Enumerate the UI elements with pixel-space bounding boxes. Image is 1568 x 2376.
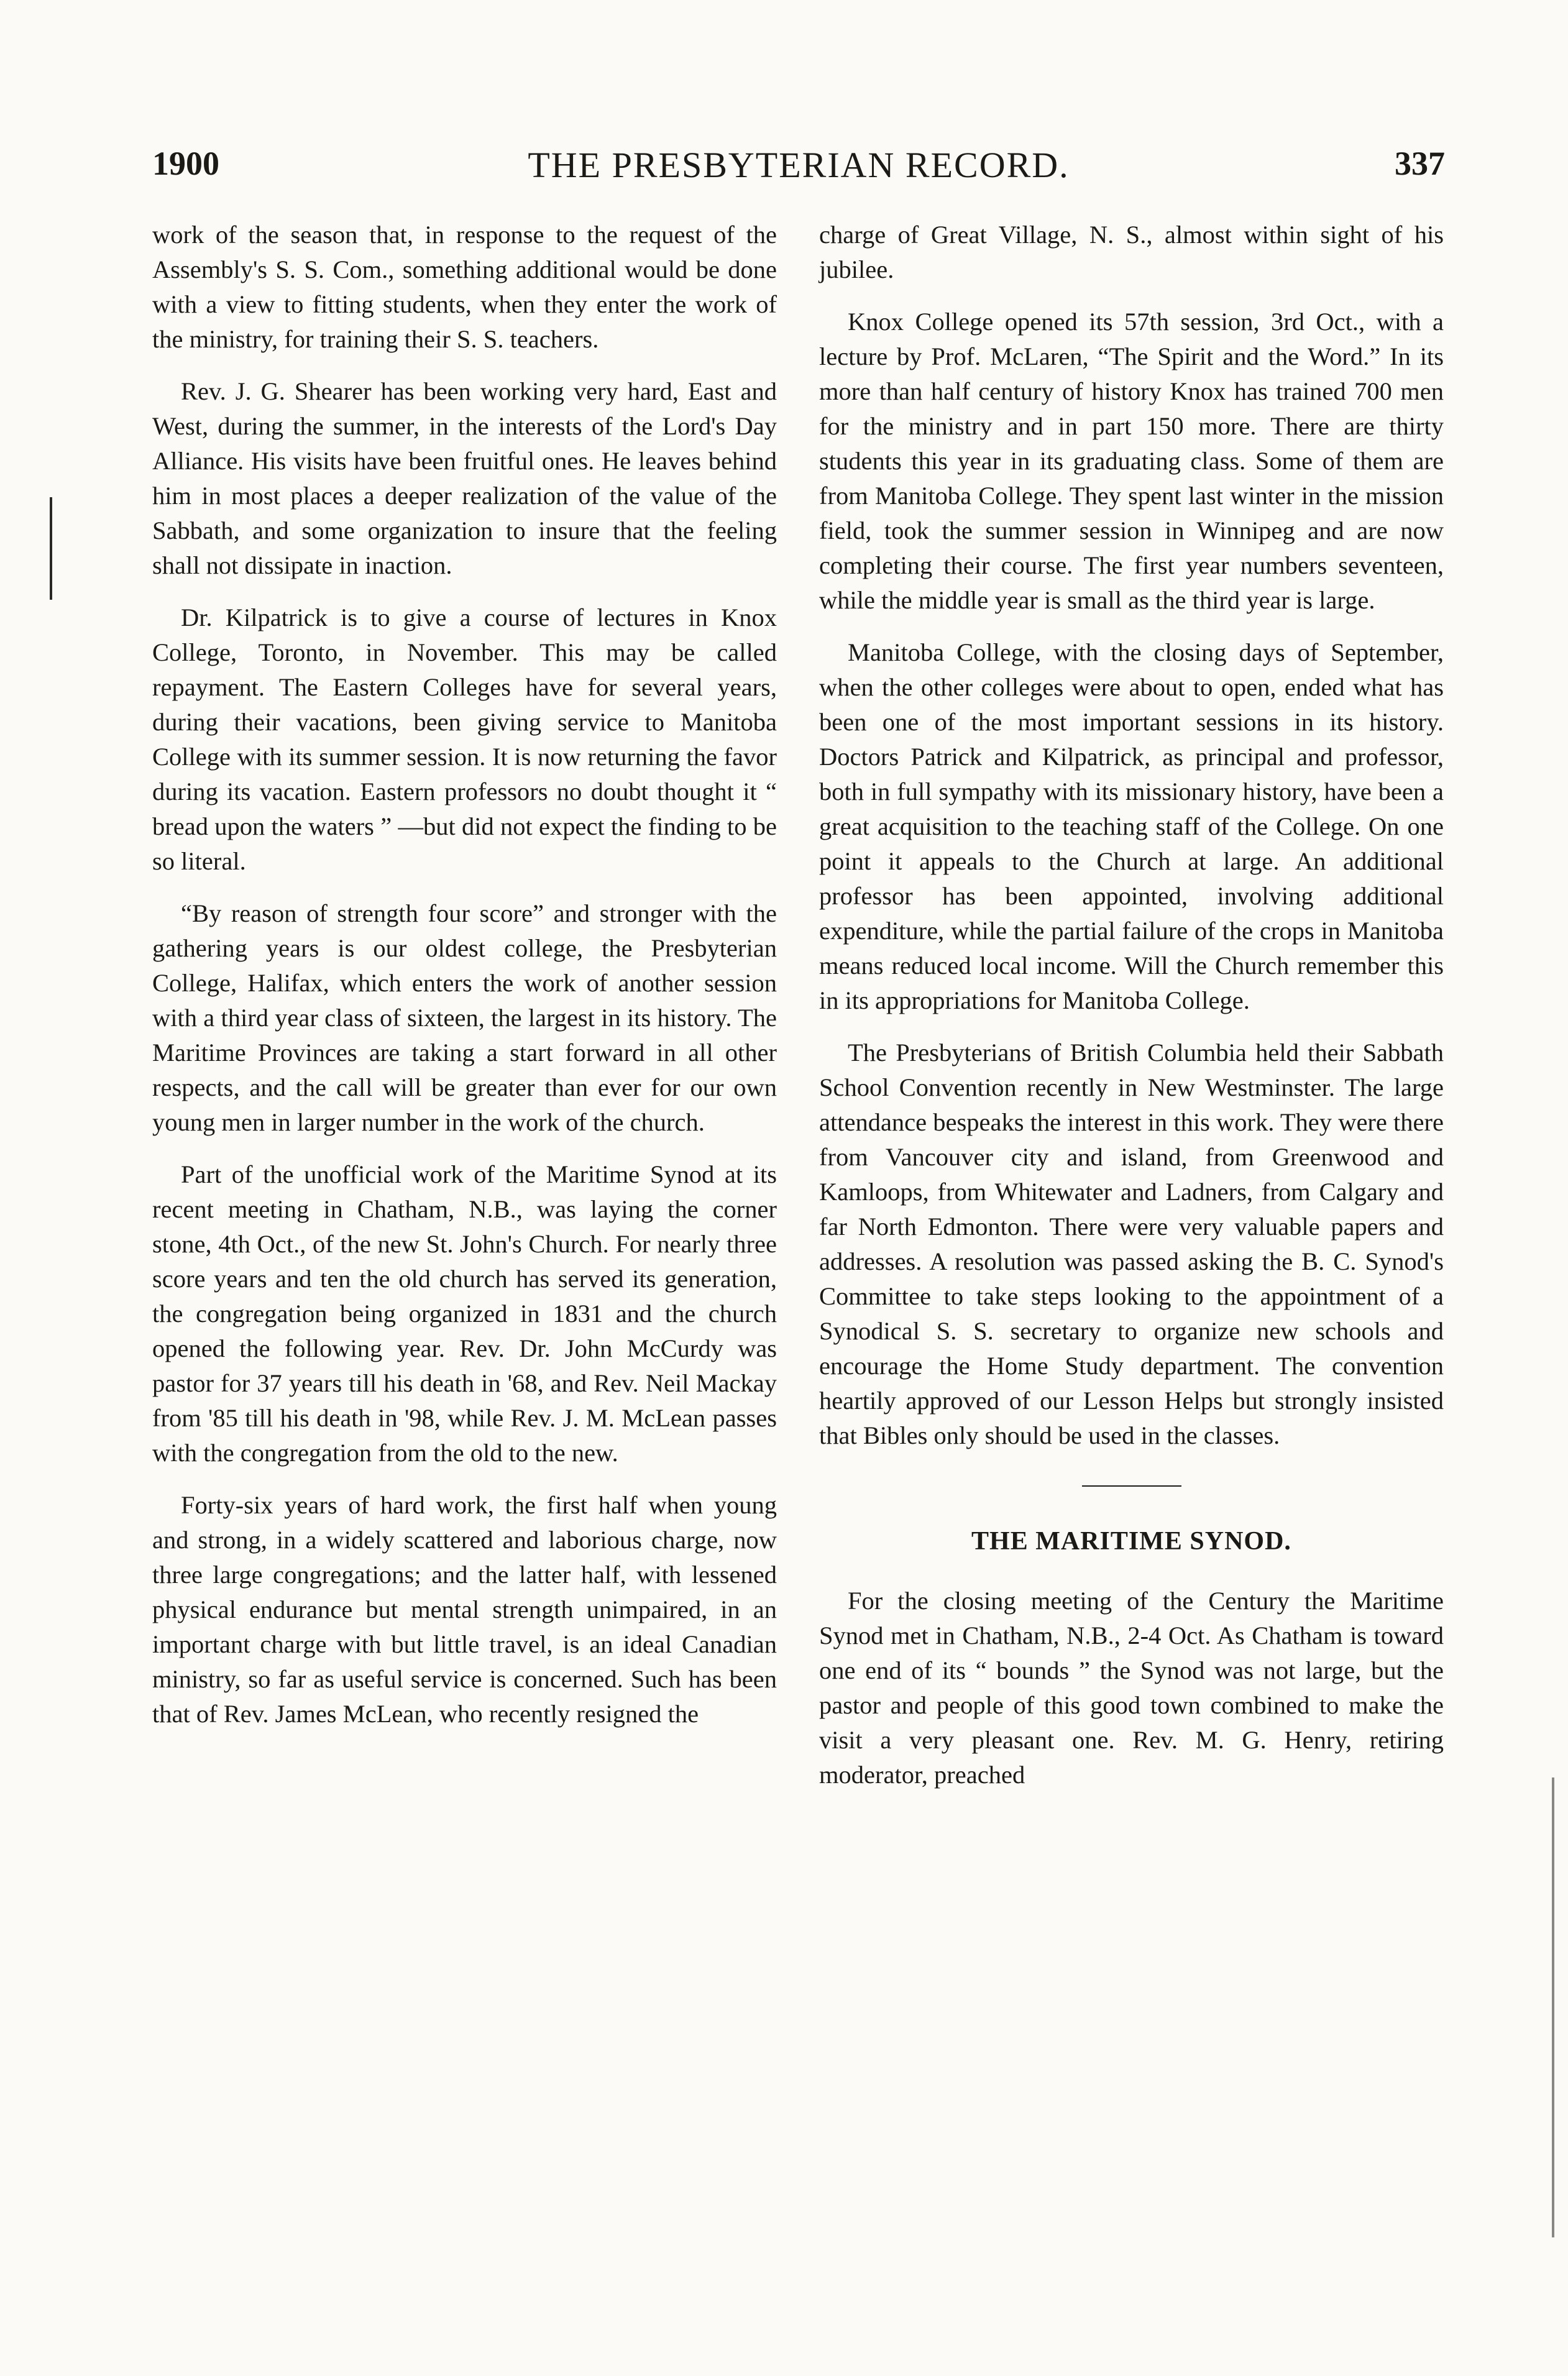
running-header	[152, 144, 1445, 200]
header-title: THE PRESBYTERIAN RECORD.	[528, 145, 1070, 185]
paragraph: charge of Great Village, N. S., almost within sight of his jubilee.	[819, 221, 1444, 283]
paragraph: Manitoba College, with the closing days of September, when the other colleges were about to open, ended what has been one of the most important sessions in its history. Doctors Patrick and Kilpatrick, as principal and professor, both in full sympathy with its missionary history, have been a great acquisition to the teaching staff of the College. On one point it appeals to the Church at large. An additional professor has been appointed, involving additional expenditure, while the partial failure of the crops in Manitoba means reduced local income. Will the Church remember this in its appropriations for Manitoba College.	[819, 638, 1444, 1014]
header-year: 1900	[152, 145, 219, 182]
paragraph: Dr. Kilpatrick is to give a course of lectures in Knox College, Toronto, in November. This may be called repayment. The Eastern Colleges have for several years, during their vacations, been giving service to Manitoba College with its summer session. It is now returning the favor during its vacation. Eastern professors no doubt thought it “ bread upon the waters ” —but did not expect the finding to be so literal.	[152, 603, 777, 875]
paragraph: Part of the unofficial work of the Maritime Synod at its recent meeting in Chatham, N.B., was laying the corner stone, 4th Oct., of the new St. John's Church. For nearly three score years and ten the old church has served its generation, the congregation being organized in 1831 and the church opened the following year. Rev. Dr. John McCurdy was pastor for 37 years till his death in '68, and Rev. Neil Mackay from '85 till his death in '98, while Rev. J. M. McLean passes with the congregation from the old to the new.	[152, 1160, 777, 1467]
left-column	[152, 218, 777, 1749]
paragraph: For the closing meeting of the Century the Maritime Synod met in Chatham, N.B., 2-4 Oct. As Chatham is toward one end of its “ bounds ” the Synod was not large, but the pastor and people of this good town combined to make the visit a very pleasant one. Rev. M. G. Henry, retiring moderator, preached	[819, 1587, 1444, 1789]
right-column	[819, 218, 1444, 1810]
scan-edge-mark	[1552, 1777, 1554, 2237]
paragraph: The Presbyterians of British Columbia held their Sabbath School Convention recently in New Westminster. The large attendance bespeaks the interest in this work. They were there from Vancouver city and island, from Greenwood and Kamloops, from Whitewater and Ladners, from Calgary and far North Edmonton. There were very valuable papers and addresses. A resolution was passed asking the B. C. Synod's Committee to take steps looking to the appointment of a Synodical S. S. secretary to organize new schools and encourage the Home Study department. The convention heartily approved of our Lesson Helps but strongly insisted that Bibles only should be used in the classes.	[819, 1039, 1444, 1449]
paragraph: Rev. J. G. Shearer has been working very hard, East and West, during the summer, in the interests of the Lord's Day Alliance. His visits have been fruitful ones. He leaves behind him in most places a deeper realization of the value of the Sabbath, and some organization to insure that the feeling shall not dissipate in inaction.	[152, 377, 777, 579]
section-title: THE MARITIME SYNOD.	[971, 1527, 1291, 1556]
paragraph: Knox College opened its 57th session, 3rd Oct., with a lecture by Prof. McLaren, “The Spirit and the Word.” In its more than half century of history Knox has trained 700 men for the ministry and in part 150 more. There are thirty students this year in its graduating class. Some of them are from Manitoba College. They spent last winter in the mission field, took the summer session in Winnipeg and are now completing their course. The first year numbers seventeen, while the middle year is small as the third year is large.	[819, 308, 1444, 614]
section-divider	[1082, 1485, 1181, 1487]
margin-mark	[50, 497, 52, 600]
paragraph: work of the season that, in response to the request of the Assembly's S. S. Com., something additional would be done with a view to fitting students, when they enter the work of the ministry, for training their S. S. teachers.	[152, 221, 777, 353]
paragraph: “By reason of strength four score” and stronger with the gathering years is our oldest college, the Presbyterian College, Halifax, which enters the work of another session with a third year class of sixteen, the largest in its history. The Maritime Provinces are taking a start forward in all other respects, and the call will be greater than ever for our own young men in larger number in the work of the church.	[152, 899, 777, 1136]
paragraph: Forty-six years of hard work, the first half when young and strong, in a widely scattered and laborious charge, now three large congregations; and the latter half, with lessened physical endurance but mental strength unimpaired, in an important charge with but little travel, is an ideal Canadian ministry, so far as useful service is concerned. Such has been that of Rev. James McLean, who recently resigned the	[152, 1491, 777, 1728]
header-page-number: 337	[1395, 145, 1445, 182]
